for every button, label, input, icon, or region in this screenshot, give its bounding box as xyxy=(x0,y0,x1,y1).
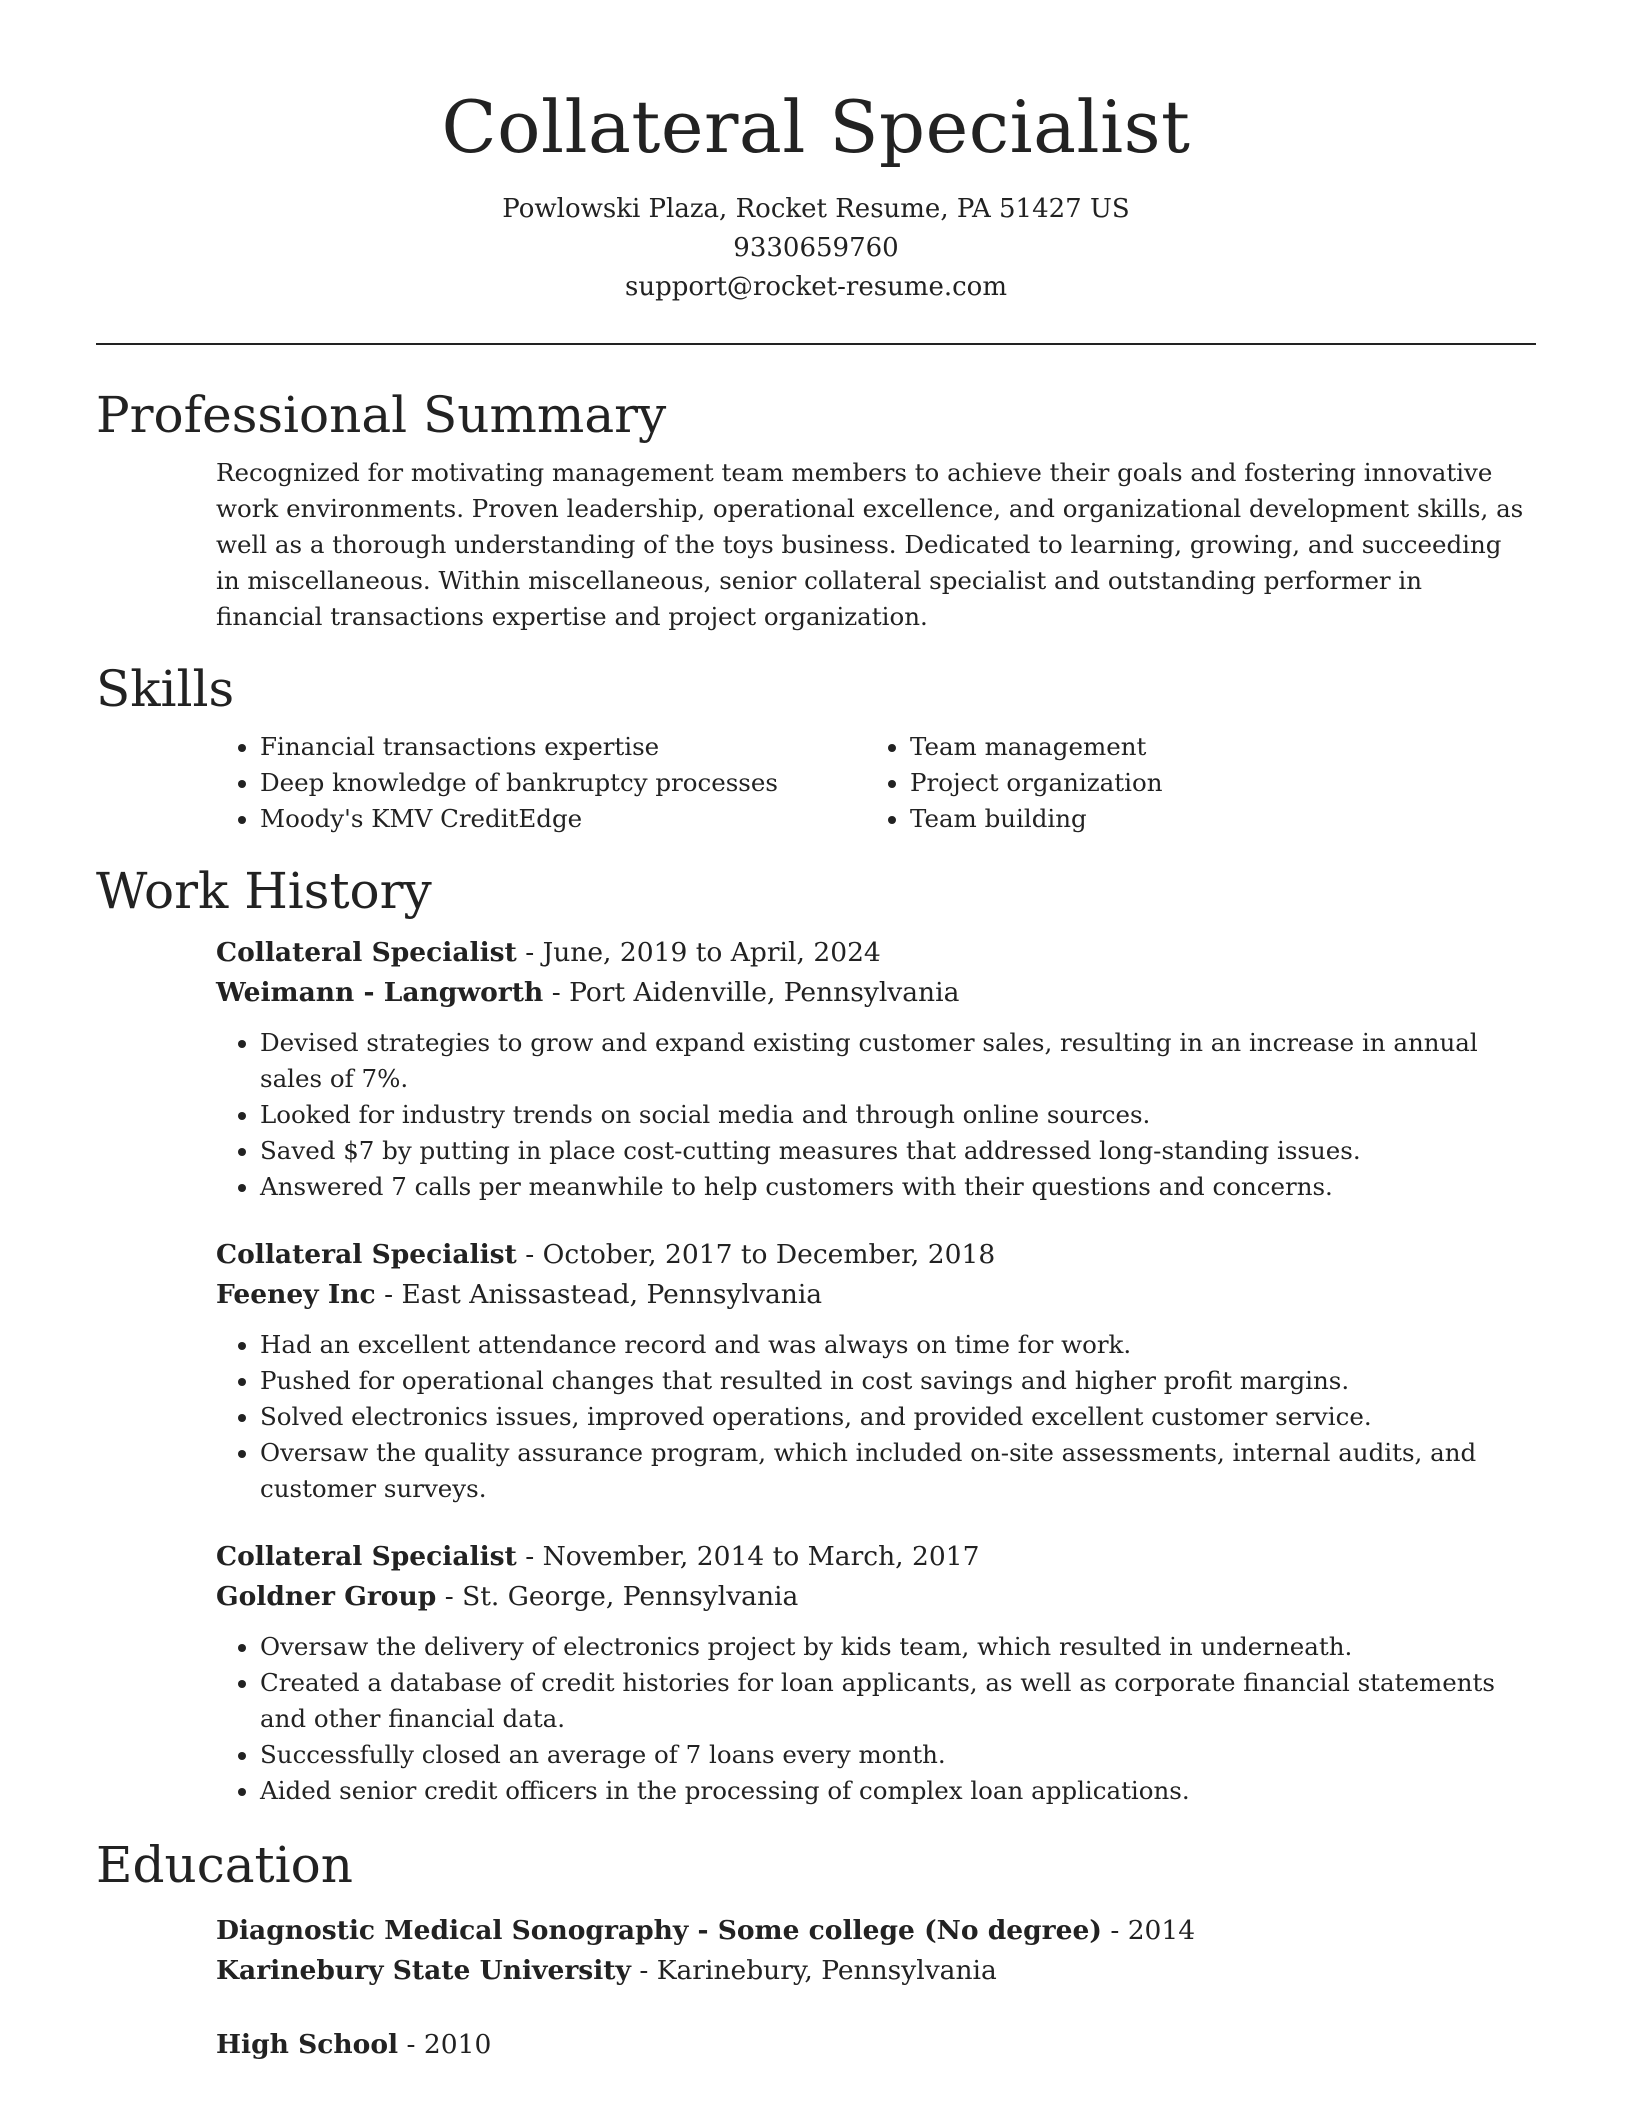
job-company-line xyxy=(216,973,1536,1013)
job-bullet: • Saved $7 by putting in place cost-cutting measures that addressed long-standing issues. xyxy=(260,1133,1536,1169)
resume-page xyxy=(96,0,1536,2065)
contact-address: Powlowski Plaza, Rocket Resume, PA 51427 US xyxy=(502,194,1130,224)
skill-item: • Team building xyxy=(910,801,1516,837)
job-bullet: • Answered 7 calls per meanwhile to help customers with their questions and concerns. xyxy=(260,1169,1536,1205)
job-entry xyxy=(216,1537,1536,1809)
summary-title: Professional Summary xyxy=(96,386,667,444)
job-role-line xyxy=(216,1537,1536,1577)
job-bullet: • Looked for industry trends on social media and through online sources. xyxy=(260,1097,1536,1133)
education-degree-line xyxy=(216,2025,1536,2065)
job-bullet: • Oversaw the delivery of electronics project by kids team, which resulted in underneath. xyxy=(260,1629,1536,1665)
skill-item: • Moody's KMV CreditEdge xyxy=(260,801,866,837)
job-bullet: • Had an excellent attendance record and was always on time for work. xyxy=(260,1327,1536,1363)
job-role-line xyxy=(216,1235,1536,1275)
education-school-line xyxy=(216,1951,1536,1991)
job-dates: - June, 2019 to April, 2024 xyxy=(516,937,881,968)
job-role-line xyxy=(216,933,1536,973)
skills-column-left xyxy=(216,729,866,837)
job-bullet: • Created a database of credit histories for loan applicants, as well as corporate financial statements and other financial data. xyxy=(260,1665,1536,1737)
resume-name: Collateral Specialist xyxy=(441,85,1191,169)
header-divider xyxy=(96,343,1536,345)
education-section xyxy=(96,1833,1536,2065)
job-company: Weimann - Langworth xyxy=(216,977,544,1008)
job-company-line xyxy=(216,1577,1536,1617)
education-year: - 2010 xyxy=(398,2029,492,2060)
job-company-line xyxy=(216,1275,1536,1315)
skills-column-right xyxy=(866,729,1516,837)
education-title: Education xyxy=(96,1836,353,1894)
education-degree-line xyxy=(216,1911,1536,1951)
education-year: - 2014 xyxy=(1101,1915,1196,1946)
job-location: - Port Aidenville, Pennsylvania xyxy=(543,977,960,1008)
job-bullet: • Devised strategies to grow and expand existing customer sales, resulting in an increase in annual sales of 7%. xyxy=(260,1025,1536,1097)
skills-title: Skills xyxy=(96,660,235,718)
job-bullet: • Solved electronics issues, improved operations, and provided excellent customer service. xyxy=(260,1399,1536,1435)
skill-item: • Team management xyxy=(910,729,1516,765)
job-bullet: • Pushed for operational changes that resulted in cost savings and higher profit margins. xyxy=(260,1363,1536,1399)
education-degree: High School xyxy=(216,2029,399,2060)
job-role: Collateral Specialist xyxy=(216,937,517,968)
job-bullets xyxy=(216,1327,1536,1507)
education-school: Karinebury State University xyxy=(216,1955,631,1986)
skills-list xyxy=(216,729,1536,837)
job-entry xyxy=(216,1235,1536,1507)
contact-phone: 9330659760 xyxy=(733,233,899,263)
summary-section xyxy=(96,383,1536,635)
skills-section xyxy=(96,657,1536,837)
work-history-title: Work History xyxy=(96,862,432,920)
work-history-section xyxy=(96,859,1536,1809)
education-degree: Diagnostic Medical Sonography - Some college (No degree) xyxy=(216,1915,1102,1946)
job-entry xyxy=(216,933,1536,1205)
job-dates: - November, 2014 to March, 2017 xyxy=(516,1541,980,1572)
job-location: - East Anissastead, Pennsylvania xyxy=(375,1279,823,1310)
contact-info xyxy=(96,190,1536,307)
skill-item: • Deep knowledge of bankruptcy processes xyxy=(260,765,866,801)
job-role: Collateral Specialist xyxy=(216,1239,517,1270)
skill-item: • Project organization xyxy=(910,765,1516,801)
job-bullet: • Aided senior credit officers in the processing of complex loan applications. xyxy=(260,1773,1536,1809)
job-bullets xyxy=(216,1629,1536,1809)
summary-text: Recognized for motivating management team members to achieve their goals and fostering innovative work environments. Proven leadership, operational excellence, and organizational development skills, as well as a thorough understanding of the toys business. Dedicated to learning, growing, and succeeding in miscellaneous. Within miscellaneous, senior collateral specialist and outstanding performer in financial transactions expertise and project organization. xyxy=(216,458,1524,631)
education-entry xyxy=(216,1911,1536,1991)
contact-email: support@rocket-resume.com xyxy=(624,272,1007,302)
education-location: - Karinebury, Pennsylvania xyxy=(630,1955,997,1986)
job-dates: - October, 2017 to December, 2018 xyxy=(516,1239,996,1270)
job-role: Collateral Specialist xyxy=(216,1541,517,1572)
job-bullet: • Oversaw the quality assurance program, which included on-site assessments, internal audits, and customer surveys. xyxy=(260,1435,1536,1507)
skill-item: • Financial transactions expertise xyxy=(260,729,866,765)
education-entry xyxy=(216,2025,1536,2065)
job-location: - St. George, Pennsylvania xyxy=(436,1581,799,1612)
job-company: Feeney Inc xyxy=(216,1279,376,1310)
resume-header xyxy=(96,0,1536,307)
job-bullet: • Successfully closed an average of 7 loans every month. xyxy=(260,1737,1536,1773)
job-company: Goldner Group xyxy=(216,1581,437,1612)
job-bullets xyxy=(216,1025,1536,1205)
